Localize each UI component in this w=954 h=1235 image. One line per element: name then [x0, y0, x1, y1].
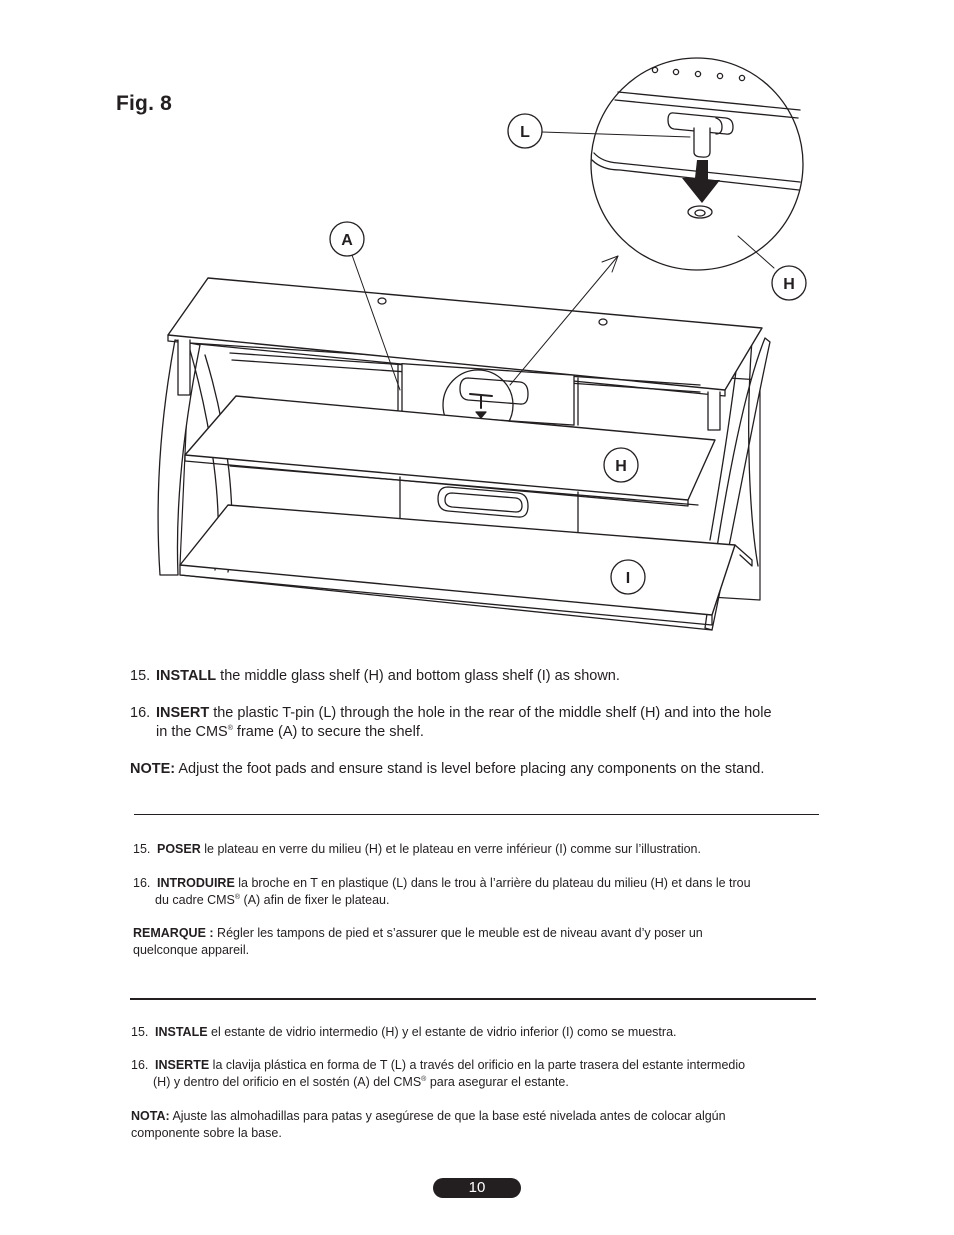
step-verb: INSERTE — [155, 1058, 210, 1072]
figure-title: Fig. 8 — [116, 92, 173, 115]
step-text: frame (A) to secure the shelf. — [232, 724, 424, 740]
note-text: Ajuste las almohadillas para patas y asegúrese de que la base esté nivelada antes de colocar algún — [169, 1109, 726, 1123]
step-number: 15. — [130, 668, 151, 684]
spanish-step-16 — [131, 1057, 831, 1091]
step-text: para asegurar el estante. — [426, 1075, 569, 1089]
note-label: NOTA: — [131, 1109, 170, 1123]
step-number: 16. — [131, 1058, 149, 1072]
step-verb: INSTALL — [156, 668, 217, 684]
note-label: REMARQUE : — [133, 926, 214, 940]
step-text: the middle glass shelf (H) and bottom glass shelf (I) as shown. — [216, 668, 620, 684]
callout-h-zoom-label: H — [783, 276, 795, 293]
english-note — [130, 760, 850, 779]
step-verb: INSERT — [156, 705, 210, 721]
callout-i-label: I — [625, 570, 631, 587]
note-text: componente sobre la base. — [131, 1126, 282, 1140]
french-note — [133, 925, 833, 959]
callout-a-label: A — [341, 232, 353, 249]
note-text: quelconque appareil. — [133, 943, 250, 957]
step-text: the plastic T-pin (L) through the hole in the rear of the middle shelf (H) and into the hole — [209, 705, 772, 721]
note-text: Adjust the foot pads and ensure stand is level before placing any components on the stand. — [175, 761, 765, 777]
spanish-step-15 — [131, 1024, 831, 1041]
page-number: 10 — [433, 1178, 521, 1198]
spanish-note — [131, 1108, 831, 1142]
english-step-16 — [130, 704, 850, 742]
section-divider-2 — [130, 998, 816, 1000]
registered-mark: ® — [421, 1075, 427, 1083]
step-text: el estante de vidrio intermedio (H) y el estante de vidrio inferior (I) como se muestra. — [207, 1025, 677, 1039]
french-step-15 — [133, 841, 833, 858]
step-text: la clavija plástica en forma de T (L) a través del orificio en la parte trasera del estante intermedio — [209, 1058, 746, 1072]
step-number: 16. — [133, 876, 151, 890]
english-step-15 — [130, 667, 850, 686]
step-text: in the CMS — [156, 724, 228, 740]
step-text: du cadre CMS — [155, 893, 235, 907]
step-number: 16. — [130, 705, 151, 721]
callout-l-label: L — [520, 124, 530, 141]
step-verb: INTRODUIRE — [157, 876, 235, 890]
step-number: 15. — [131, 1025, 149, 1039]
step-verb: POSER — [157, 842, 201, 856]
section-divider-1 — [134, 814, 819, 815]
callout-h-shelf-label: H — [615, 458, 627, 475]
french-step-16 — [133, 875, 833, 909]
step-text: (H) y dentro del orificio en el sostén (A) del CMS — [153, 1075, 422, 1089]
step-verb: INSTALE — [155, 1025, 208, 1039]
note-text: Régler les tampons de pied et s’assurer que le meuble est de niveau avant d’y poser un — [213, 926, 703, 940]
registered-mark: ® — [234, 893, 241, 901]
registered-mark: ® — [227, 725, 233, 733]
step-number: 15. — [133, 842, 151, 856]
step-text: (A) afin de fixer le plateau. — [240, 893, 390, 907]
step-text: le plateau en verre du milieu (H) et le plateau en verre inférieur (I) comme sur l’illustration. — [200, 842, 701, 856]
note-label: NOTE: — [130, 761, 176, 777]
step-text: la broche en T en plastique (L) dans le trou à l’arrière du plateau du milieu (H) et dans le trou — [234, 876, 751, 890]
